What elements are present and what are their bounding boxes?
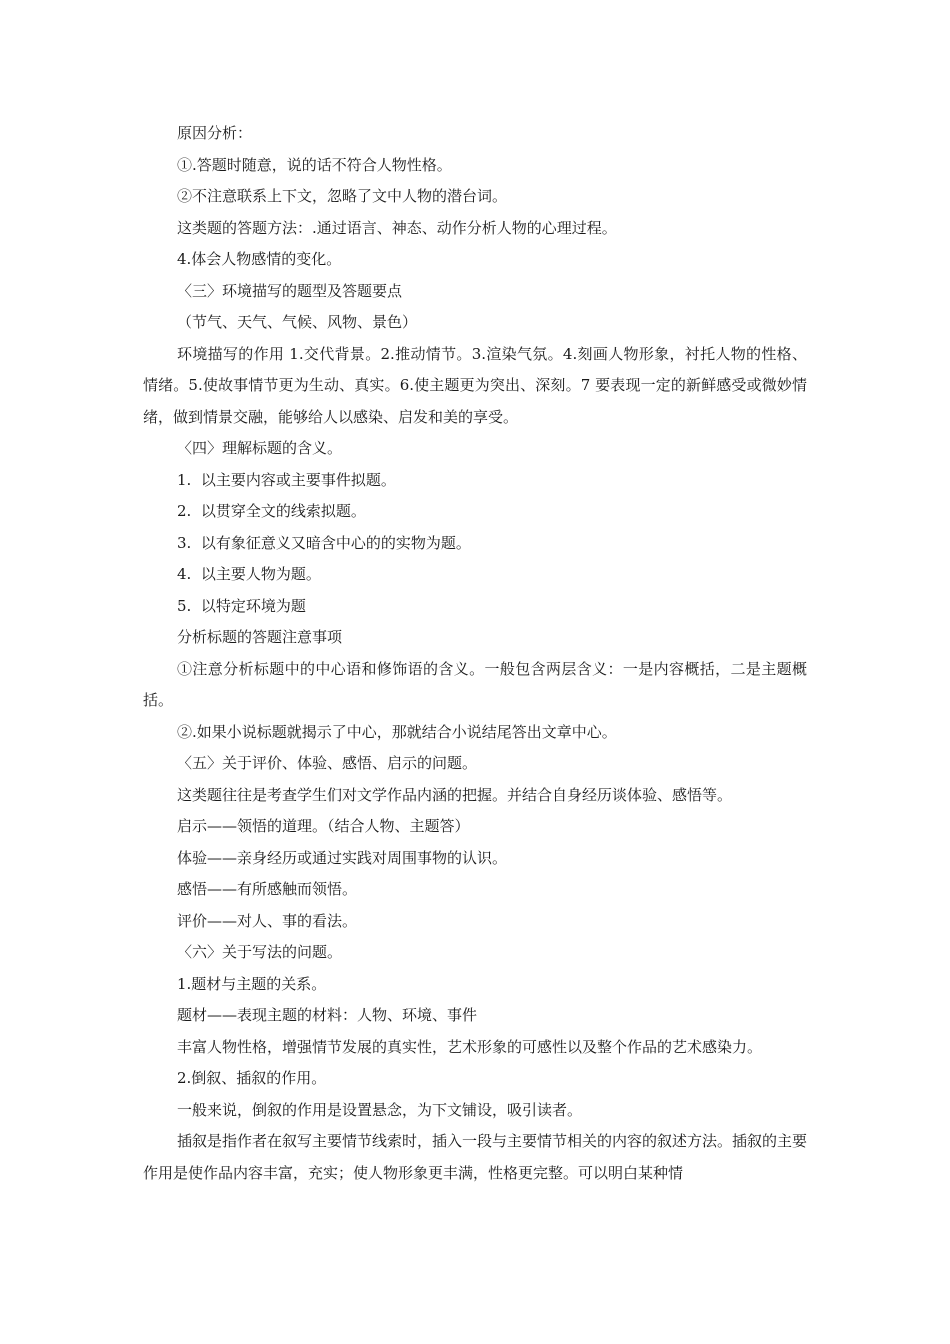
paragraph: 这类题往往是考查学生们对文学作品内涵的把握。并结合自身经历谈体验、感悟等。 <box>177 785 733 804</box>
paragraph: 这类题的答题方法：.通过语言、神态、动作分析人物的心理过程。 <box>177 218 617 237</box>
list-item: 5. 以特定环境为题 <box>177 596 306 615</box>
paragraph: ①注意分析标题中的中心语和修饰语的含义。一般包含两层含义：一是内容概括，二是主题概括。 <box>143 659 807 709</box>
paragraph: ②不注意联系上下文，忽略了文中人物的潜台词。 <box>177 187 508 205</box>
list-item: 2. 以贯穿全文的线索拟题。 <box>177 502 366 520</box>
paragraph: 插叙是指作者在叙写主要情节线索时，插入一段与主要情节相关的内容的叙述方法。插叙的主要作用是使作品内容丰富，充实；使人物形象更丰满，性格更完整。可以明白某种情 <box>143 1132 808 1182</box>
paragraph: 1.题材与主题的关系。 <box>177 974 327 993</box>
paragraph: 丰富人物性格，增强情节发展的真实性，艺术形象的可感性以及整个作品的艺术感染力。 <box>177 1037 763 1056</box>
section-heading: 〈四〉理解标题的含义。 <box>177 439 343 457</box>
section-heading: 〈六〉关于写法的问题。 <box>177 943 343 961</box>
paragraph: 环境描写的作用 1.交代背景。2.推动情节。3.渲染气氛。4.刻画人物形象，衬托人物的性格、情绪。5.使故事情节更为生动、真实。6.使主题更为突出、深刻。7 要表现一定的新鲜感受或微妙情绪，做到情景交融，能够给人以感染、启发和美的享受。 <box>143 344 807 426</box>
paragraph: 4.体会人物感情的变化。 <box>177 250 342 268</box>
paragraph: 一般来说，倒叙的作用是设置悬念，为下文铺设，吸引读者。 <box>177 1100 583 1119</box>
list-item: 3. 以有象征意义又暗含中心的的实物为题。 <box>177 533 471 552</box>
paragraph: （节气、天气、气候、风物、景色） <box>177 313 418 331</box>
list-item: 4. 以主要人物为题。 <box>177 565 321 583</box>
paragraph: 原因分析： <box>177 124 253 142</box>
paragraph: ②.如果小说标题就揭示了中心，那就结合小说结尾答出文章中心。 <box>177 722 617 741</box>
paragraph: 体验——亲身经历或通过实践对周围事物的认识。 <box>177 848 508 867</box>
paragraph: 评价——对人、事的看法。 <box>177 911 358 930</box>
paragraph: 分析标题的答题注意事项 <box>177 628 343 646</box>
document-page <box>143 118 807 1189</box>
section-heading: 〈五〉关于评价、体验、感悟、启示的问题。 <box>177 754 478 772</box>
list-item: 1. 以主要内容或主要事件拟题。 <box>177 470 396 489</box>
section-heading: 〈三〉环境描写的题型及答题要点 <box>177 281 403 300</box>
paragraph: 2.倒叙、插叙的作用。 <box>177 1069 327 1087</box>
paragraph: 题材——表现主题的材料：人物、环境、事件 <box>177 1006 478 1024</box>
paragraph: 感悟——有所感触而领悟。 <box>177 880 358 898</box>
paragraph: 启示——领悟的道理。（结合人物、主题答） <box>177 817 470 835</box>
paragraph: ①.答题时随意，说的话不符合人物性格。 <box>177 155 452 174</box>
